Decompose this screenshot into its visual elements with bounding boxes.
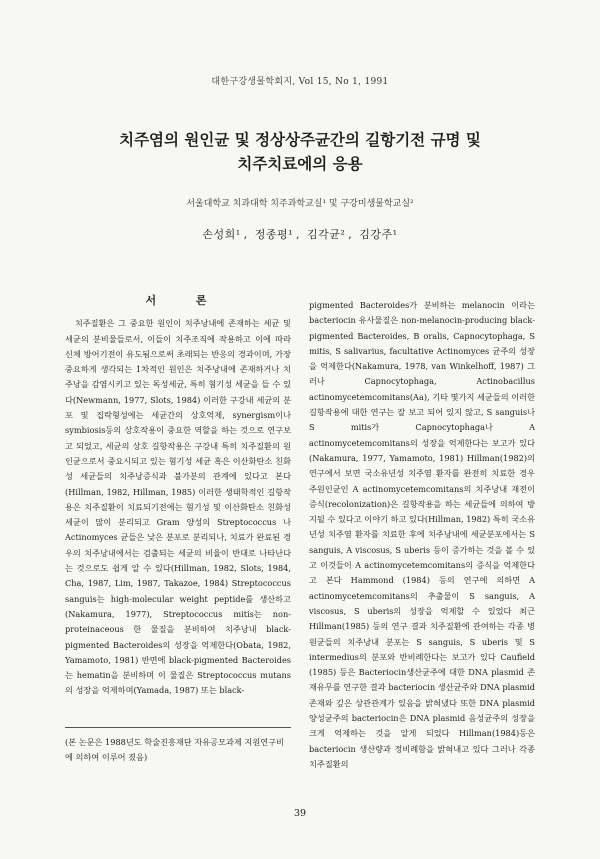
body-paragraph: pigmented Bacteroides가 분비하는 melanocin 이라는 bacteriocin 유사물질은 non-melanocin-producing black-pigmented Bacteroides, B oralis, Capnocytophaga, S mitis, S salivarius, facultative Actinomyces 균주의 성장을 억제한다(Nakamura, 1978, van Winkelhoff, 1987) 그러나 Capnocytophaga, Actinobacillus actinomycetemcomitans(Aa), 기타 몇가지 세균들의 이러한 길항작용에 대한 연구는 잘 보고 되어 있지 않고, S sanguis나 S mitis가 Capnocytophaga나 A actinomycetemcomitans의 성장을 억제한다는 보고가 있다(Nakamura, 1977, Yamamoto, 1981) Hillman(1982)의 연구에서 보면 국소유년성 치주염 환자를 완전히 치료한 경우 주원인균인 A actinomycetemcomitans의 치주낭내 재전이증식(recolonization)은 길항작용을 하는 세균들에 의하여 방지될 수 있다고 이야기 하고 있다(Hillman, 1982) 특히 국소유년성 치주염 환자를 치료한 후에 치주낭내에 세균분포에서는 S sanguis, A viscosus, S uberis 등이 증가하는 것을 볼 수 있고 이것들이 A actinomycetemcomitans의 증식을 억제한다고 본다 Hammond (1984) 등의 연구에 의하면 A actinomycetemcomitans의 추출물이 S sanguis, A viscosus, S uberis의 성장을 억제할 수 있었다 최근 Hillman(1985) 등의 연구 결과 치주질환에 관여하는 각종 병원균들의 치주낭내 분포는 S sanguis, S uberis 및 S intermedius의 분포와 반비례한다는 보고가 있다 Caufield (1985) 등은 Bacteriocin생산균주에 대한 DNA plasmid 존재유무를 연구한 결과 bacteriocin 생산균주와 DNA plasmid 존재와 깊은 상관관계가 있음을 밝혀냈다 또한 DNA plasmid 양성균주의 bacteriocin은 DNA plasmid 음성균주의 성장을 크게 억제하는 것을 알게 되었다 Hillman(1984)등은 bacteriocin 생산량과 정비례함을 밝혀내고 있다 그러나 각종 치주질환의 xyxy=(309,300,535,769)
paper-title xyxy=(60,128,540,176)
author-separator: , xyxy=(243,228,248,241)
section-heading-introduction: 서 론 xyxy=(145,294,225,307)
page-number: 39 xyxy=(293,808,307,819)
author-name: 김강주¹ xyxy=(359,228,398,241)
paper-title-line-2: 치주치료에의 응용 xyxy=(237,155,363,173)
affiliation: 서울대학교 치과대학 치주과학교실¹ 및 구강미생물학교실² xyxy=(186,199,414,209)
author-name: 손성희¹ xyxy=(202,228,241,241)
author-list xyxy=(0,226,600,242)
funding-footnote: (본 논문은 1988년도 학술진흥재단 자유공모과제 지원연구비에 의하여 이루어 졌음) xyxy=(65,737,284,762)
author-name: 김각균² xyxy=(307,228,346,241)
author-name: 정종평¹ xyxy=(254,228,293,241)
body-column-left xyxy=(65,294,291,699)
paper-title-line-1: 치주염의 원인균 및 정상상주균간의 길항기전 규명 및 xyxy=(119,131,481,149)
body-paragraph: 치주질환은 그 중요한 원인이 치주낭내에 존재하는 세균 및 세균의 분비물들로서, 이들이 치주조직에 작용하고 이에 따라 신체 방어기전이 유도됨으로써 초래되는 반응의 경과이며, 가장 중요하게 생각되는 1차적인 원인은 치주낭내에 존재하거나 치주낭을 감염시키고 있는 독성세균, 특히 혐기성 세균을 들 수 있다(Newmann, 1977, Slots, 1984) 이러한 구강내 세균의 분포 및 집락형성에는 세균간의 상호억제, synergism이나 symbiosis등의 상호작용이 중요한 역할을 하는 것으로 연구보고 되었고, 세균의 상호 길항작용은 구강내 특히 치주질환의 원인균으로서 중요시되고 있는 혐기성 세균 혹은 이산화탄소 친화성 세균들의 치주낭증식과 불가분의 관계에 있다고 본다(Hillman, 1982, Hillman, 1985) 이러한 생태학적인 길항작용은 치주질환이 치료되기전에는 혐기성 및 이산화탄소 친화성 세균이 많이 분리되고 Gram 양성의 Streptococcus 나 Actinomyces 균들은 낮은 분포로 분리되나, 치료가 완료된 경우의 치주낭내에서는 검출되는 세균의 비율이 반대로 나타난다는 것으로도 쉽게 알 수 있다(Hillman, 1982, Slots, 1984, Cha, 1987, Lim, 1987, Takazoe, 1984) Streptococcus sanguis는 high-molecular weight peptide를 생산하고(Nakamura, 1977), Streptococcus mitis는 non-proteinaceous 한 물질을 분비하여 치주낭내 black-pigmented Bacteroides의 성장을 억제한다(Obata, 1982, Yamamoto, 1981) 반면에 black-pigmented Bacteroides는 hematin을 분비하며 이 물질은 Streptococcus mutans의 성장을 억제하며(Yamada, 1987) 또는 black- xyxy=(65,318,291,696)
author-separator: , xyxy=(296,228,300,241)
body-column-right xyxy=(309,298,535,772)
author-separator: , xyxy=(348,228,353,241)
journal-header: 대한구강생물학회지, Vol 15, No 1, 1991 xyxy=(211,77,389,87)
footnote-divider xyxy=(65,727,291,728)
